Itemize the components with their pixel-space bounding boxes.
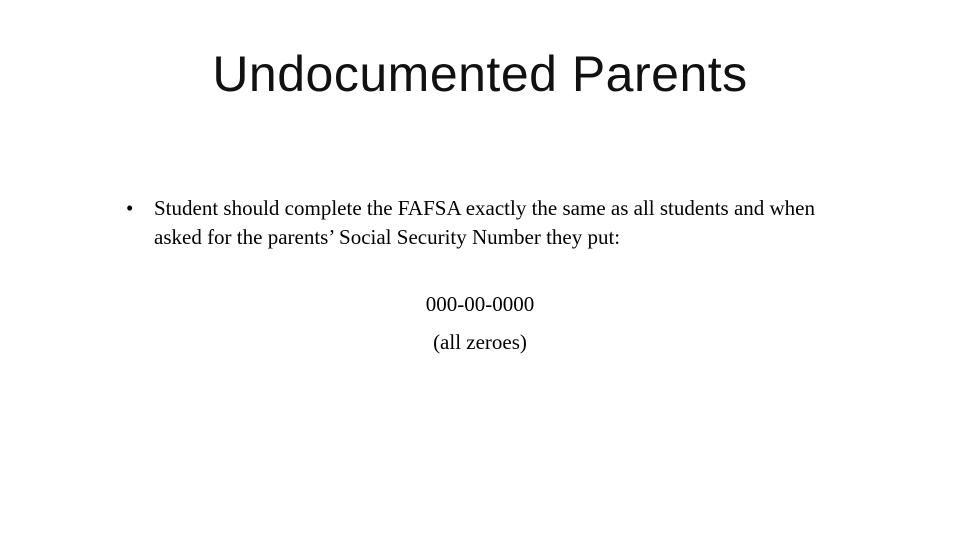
bullet-marker: • — [126, 196, 134, 220]
bullet-list — [126, 194, 846, 252]
bullet-item — [126, 194, 846, 252]
ssn-value: 000-00-0000 — [425, 292, 535, 316]
slide-title: Undocumented Parents — [212, 46, 748, 102]
bullet-text: Student should complete the FAFSA exactly the same as all students and when asked for the parents’ Social Security Number they put: — [154, 196, 816, 249]
ssn-note: (all zeroes) — [433, 330, 527, 354]
